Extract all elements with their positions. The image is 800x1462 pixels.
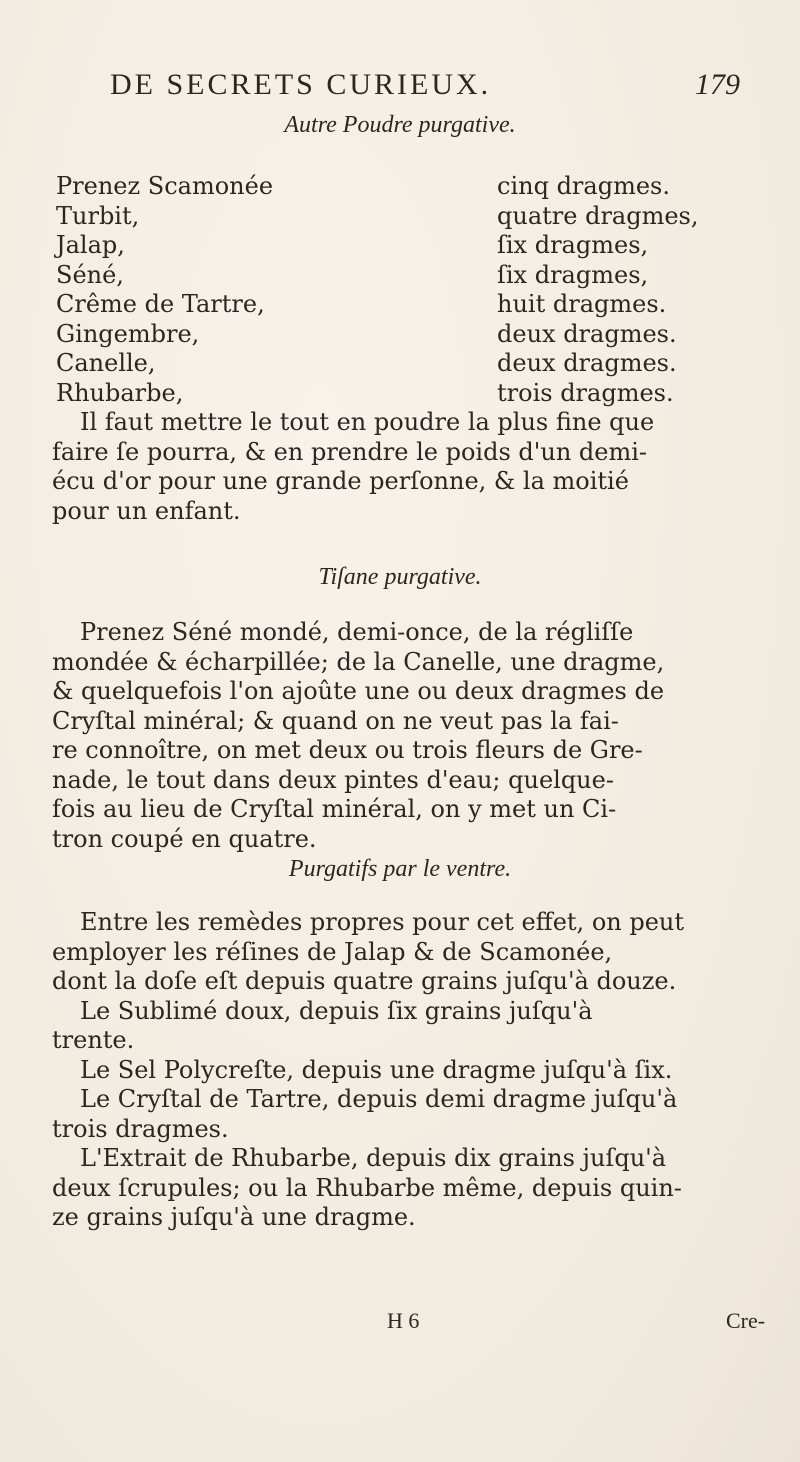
ingredient-row bbox=[52, 290, 742, 320]
ingredient-name: Rhubarbe, bbox=[56, 378, 184, 407]
running-header bbox=[110, 68, 740, 108]
ingredient-qty: deux dragmes. bbox=[497, 349, 677, 377]
text-line: écu d'or pour une grande perſonne, & la moitié bbox=[52, 467, 629, 495]
ingredient-name: Prenez Scamonée bbox=[56, 172, 274, 200]
ingredient-row bbox=[52, 379, 742, 409]
ingredient-qty: trois dragmes. bbox=[497, 378, 674, 407]
text-line: Entre les remèdes propres pour cet effet, on peut bbox=[80, 908, 685, 936]
text-line: trois dragmes. bbox=[52, 1114, 229, 1143]
text-line: & quelquefois l'on ajoûte une ou deux dragmes de bbox=[52, 677, 665, 705]
ingredient-row bbox=[52, 349, 742, 379]
ingredient-row bbox=[52, 261, 742, 291]
ingredient-qty: cinq dragmes. bbox=[497, 172, 670, 200]
running-title: DE SECRETS CURIEUX. bbox=[110, 68, 492, 101]
text-line: L'Extrait de Rhubarbe, depuis dix grains juſqu'à bbox=[80, 1144, 667, 1172]
section-title-tisane: Tiſane purgative. bbox=[318, 564, 482, 590]
ingredient-qty: deux dragmes. bbox=[497, 319, 677, 348]
section-title-purgatifs: Purgatifs par le ventre. bbox=[288, 856, 512, 882]
text-line: re connoître, on met deux ou trois fleurs de Gre- bbox=[52, 736, 643, 764]
signature-mark: H 6 bbox=[387, 1308, 420, 1333]
ingredient-name: Gingembre, bbox=[56, 319, 200, 348]
text-line: pour un enfant. bbox=[52, 496, 241, 525]
text-line: nade, le tout dans deux pintes d'eau; quelque- bbox=[52, 765, 614, 794]
ingredient-qty: quatre dragmes, bbox=[497, 201, 699, 230]
purgatifs-paragraph bbox=[52, 908, 742, 1233]
text-line: Le Sel Polycreſte, depuis une dragme juſqu'à ſix. bbox=[80, 1055, 673, 1084]
text-line: dont la doſe eſt depuis quatre grains juſqu'à douze. bbox=[52, 967, 677, 995]
section-title-poudre: Autre Poudre purgative. bbox=[284, 112, 516, 138]
text-line: Le Sublimé doux, depuis ſix grains juſqu'à bbox=[80, 996, 593, 1025]
text-line: tron coupé en quatre. bbox=[52, 824, 317, 853]
text-line: trente. bbox=[52, 1026, 135, 1054]
text-line: fois au lieu de Cryſtal minéral, on y met un Ci- bbox=[52, 795, 617, 823]
ingredient-qty: ſix dragmes, bbox=[497, 231, 649, 259]
instructions-paragraph bbox=[52, 408, 742, 526]
ingredient-row bbox=[52, 202, 742, 232]
ingredient-row bbox=[52, 172, 742, 202]
catchword: Cre- bbox=[726, 1308, 766, 1333]
text-line: Cryſtal minéral; & quand on ne veut pas la fai- bbox=[52, 706, 619, 735]
page-number: 179 bbox=[695, 68, 740, 101]
ingredient-name: Turbit, bbox=[56, 201, 140, 230]
text-line: Il faut mettre le tout en poudre la plus fine que bbox=[80, 408, 655, 436]
ingredient-qty: ſix dragmes, bbox=[497, 260, 649, 289]
ingredient-name: Jalap, bbox=[56, 231, 125, 259]
text-line: ze grains juſqu'à une dragme. bbox=[52, 1203, 416, 1231]
ingredient-list bbox=[52, 172, 742, 408]
text-line: employer les réſines de Jalap & de Scamonée, bbox=[52, 937, 613, 966]
ingredient-row bbox=[52, 320, 742, 350]
ingredient-name: Séné, bbox=[56, 260, 124, 289]
text-line: Prenez Séné mondé, demi-once, de la régliſſe bbox=[80, 618, 634, 646]
text-line: deux ſcrupules; ou la Rhubarbe même, depuis quin- bbox=[52, 1173, 682, 1202]
text-line: Le Cryſtal de Tartre, depuis demi dragme juſqu'à bbox=[80, 1085, 678, 1113]
ingredient-name: Canelle, bbox=[56, 349, 156, 377]
text-line: faire ſe pourra, & en prendre le poids d'un demi- bbox=[52, 437, 648, 466]
tisane-paragraph bbox=[52, 618, 742, 854]
page-footer bbox=[0, 1308, 800, 1342]
ingredient-qty: huit dragmes. bbox=[497, 290, 667, 318]
ingredient-name: Crême de Tartre, bbox=[56, 290, 265, 318]
ingredient-row bbox=[52, 231, 742, 261]
text-line: mondée & écharpillée; de la Canelle, une dragme, bbox=[52, 647, 665, 676]
